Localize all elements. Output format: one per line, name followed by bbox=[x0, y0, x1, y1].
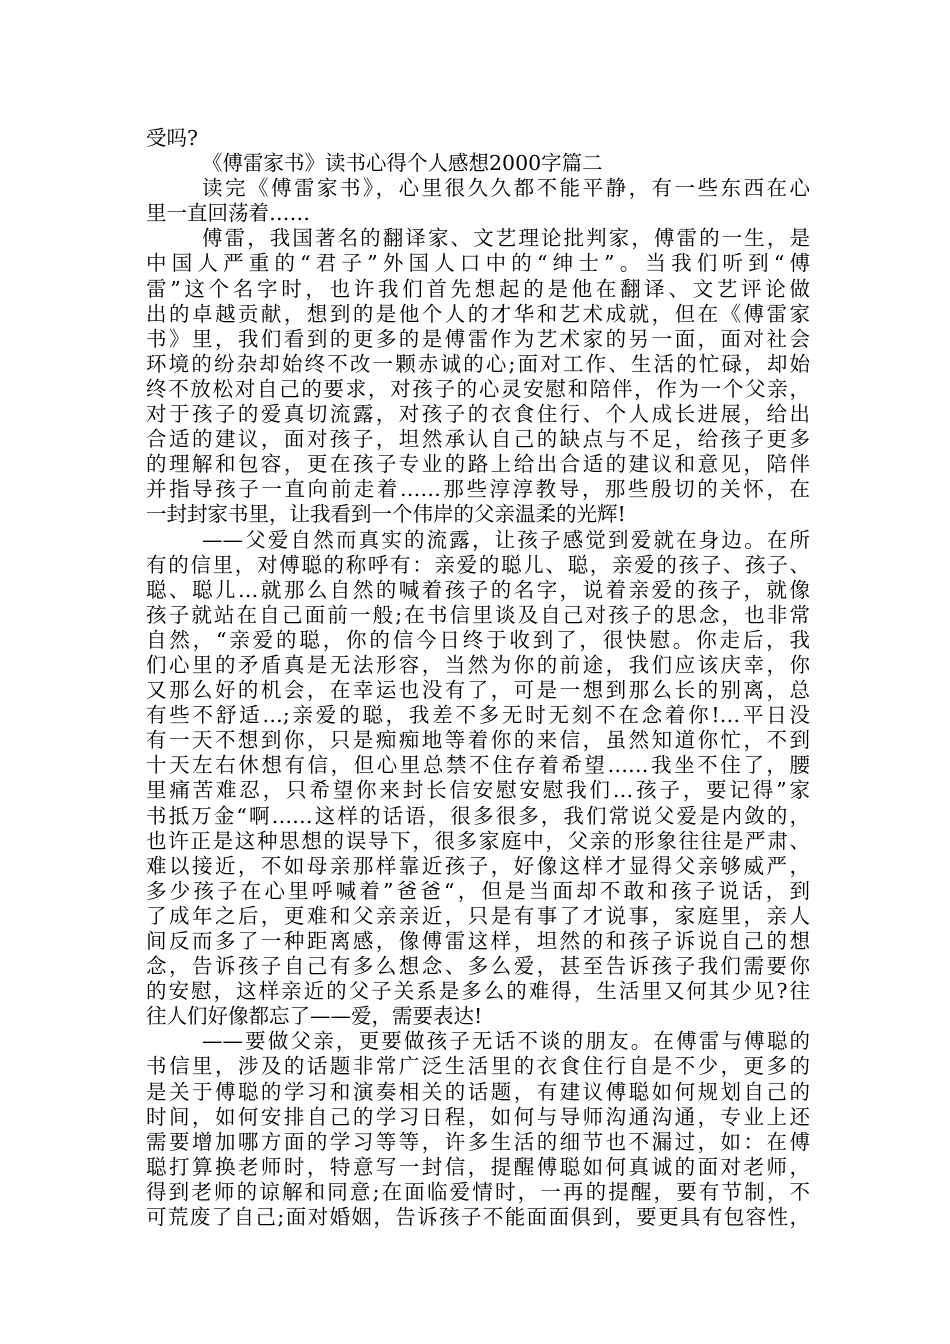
text-line: 间反而多了一种距离感，像傅雷这样，坦然的和孩子诉说自己的想 bbox=[146, 929, 810, 953]
text-line: 书》里，我们看到的更多的是傅雷作为艺术家的另一面，面对社会 bbox=[146, 326, 810, 351]
text-line: 们心里的矛盾真是无法形容，当然为你的前途，我们应该庆幸，你 bbox=[146, 652, 810, 677]
text-line: 雷”这个名字时，也许我们首先想起的是他在翻译、文艺评论做 bbox=[146, 276, 810, 301]
text-line: 合适的建议，面对孩子，坦然承认自己的缺点与不足，给孩子更多 bbox=[146, 427, 810, 452]
text-line: 难以接近，不如母亲那样靠近孩子，好像这样才显得父亲够威严， bbox=[146, 853, 810, 878]
text-line: ——父爱自然而真实的流露，让孩子感觉到爱就在身边。在所 bbox=[202, 527, 810, 552]
text-line: 读完《傅雷家书》，心里很久久都不能平静，有一些东西在心 bbox=[202, 176, 810, 201]
text-line: 书抵万金“啊……这样的话语，很多很多，我们常说父爱是内敛的， bbox=[146, 803, 810, 828]
text-line: 也许正是这种思想的误导下，很多家庭中，父亲的形象往往是严肃、 bbox=[146, 828, 810, 853]
text-line: 孩子就站在自己面前一般;在书信里谈及自己对孩子的思念，也非常 bbox=[146, 602, 810, 627]
text-line: 聪、聪儿…就那么自然的喊着孩子的名字，说着亲爱的孩子，就像 bbox=[146, 577, 810, 602]
text-line: 十天左右休想有信，但心里总禁不住存着希望……我坐不住了，腰 bbox=[146, 753, 810, 778]
text-line: 有的信里，对傅聪的称呼有：亲爱的聪儿、聪，亲爱的孩子、孩子、 bbox=[146, 552, 810, 577]
text-line: 傅雷，我国著名的翻译家、文艺理论批判家，傅雷的一生，是 bbox=[202, 226, 810, 251]
text-line: 是关于傅聪的学习和演奏相关的话题，有建议傅聪如何规划自己的 bbox=[146, 1079, 810, 1104]
document-body bbox=[146, 126, 810, 1230]
text-line: 对于孩子的爱真切流露，对孩子的衣食住行、个人成长进展，给出 bbox=[146, 402, 810, 427]
text-line: 自然，“亲爱的聪，你的信今日终于收到了，很快慰。你走后，我 bbox=[146, 627, 810, 652]
section-heading: 《傅雷家书》读书心得个人感想2000字篇二 bbox=[202, 151, 603, 176]
text-line: 中国人严重的“君子”外国人口中的“绅士”。当我们听到“傅 bbox=[146, 251, 810, 276]
text-line: 出的卓越贡献，想到的是他个人的才华和艺术成就，但在《傅雷家 bbox=[146, 301, 810, 326]
text-line: 的理解和包容，更在孩子专业的路上给出合适的建议和意见，陪伴 bbox=[146, 452, 810, 477]
text-line: 念，告诉孩子自己有多么想念、多么爱，甚至告诉孩子我们需要你 bbox=[146, 954, 810, 979]
text-line: 时间，如何安排自己的学习日程，如何与导师沟通沟通，专业上还 bbox=[146, 1104, 810, 1129]
text-line: 多少孩子在心里呼喊着”爸爸“，但是当面却不敢和孩子说话，到 bbox=[146, 878, 810, 903]
text-line: 有些不舒适…;亲爱的聪，我差不多无时无刻不在念着你!…平日没 bbox=[146, 703, 810, 728]
text-line: 里痛苦难忍，只希望你来封长信安慰安慰我们…孩子，要记得”家 bbox=[146, 778, 810, 803]
text-line: 一封封家书里，让我看到一个伟岸的父亲温柔的光辉! bbox=[146, 502, 626, 527]
text-line: ——要做父亲，更要做孩子无话不谈的朋友。在傅雷与傅聪的 bbox=[202, 1029, 810, 1054]
text-line: 得到老师的谅解和同意;在面临爱情时，一再的提醒，要有节制，不 bbox=[146, 1179, 810, 1204]
text-line: 了成年之后，更难和父亲亲近，只是有事了才说事，家庭里，亲人 bbox=[146, 903, 810, 928]
text-line: 环境的纷杂却始终不改一颗赤诚的心;面对工作、生活的忙碌，却始 bbox=[146, 351, 810, 376]
text-line: 可荒废了自己;面对婚姻，告诉孩子不能面面俱到，要更具有包容性， bbox=[146, 1205, 810, 1230]
text-line: 受吗? bbox=[146, 126, 198, 150]
text-line: 需要增加哪方面的学习等等，许多生活的细节也不漏过，如：在傅 bbox=[146, 1129, 810, 1154]
text-line: 又那么好的机会，在幸运也没有了，可是一想到那么长的别离，总 bbox=[146, 678, 810, 703]
text-line: 里一直回荡着…… bbox=[146, 201, 310, 226]
text-line: 有一天不想到你，只是痴痴地等着你的来信，虽然知道你忙，不到 bbox=[146, 728, 810, 753]
text-line: 的安慰，这样亲近的父子关系是多么的难得，生活里又何其少见?往 bbox=[146, 979, 810, 1004]
text-line: 并指导孩子一直向前走着……那些淳淳教导，那些殷切的关怀，在 bbox=[146, 477, 810, 502]
text-line: 终不放松对自己的要求，对孩子的心灵安慰和陪伴，作为一个父亲， bbox=[146, 376, 810, 401]
text-line: 往人们好像都忘了——爱，需要表达! bbox=[146, 1004, 483, 1029]
text-line: 聪打算换老师时，特意写一封信，提醒傅聪如何真诚的面对老师， bbox=[146, 1154, 810, 1179]
text-line: 书信里，涉及的话题非常广泛生活里的衣食住行自是不少，更多的 bbox=[146, 1054, 810, 1079]
